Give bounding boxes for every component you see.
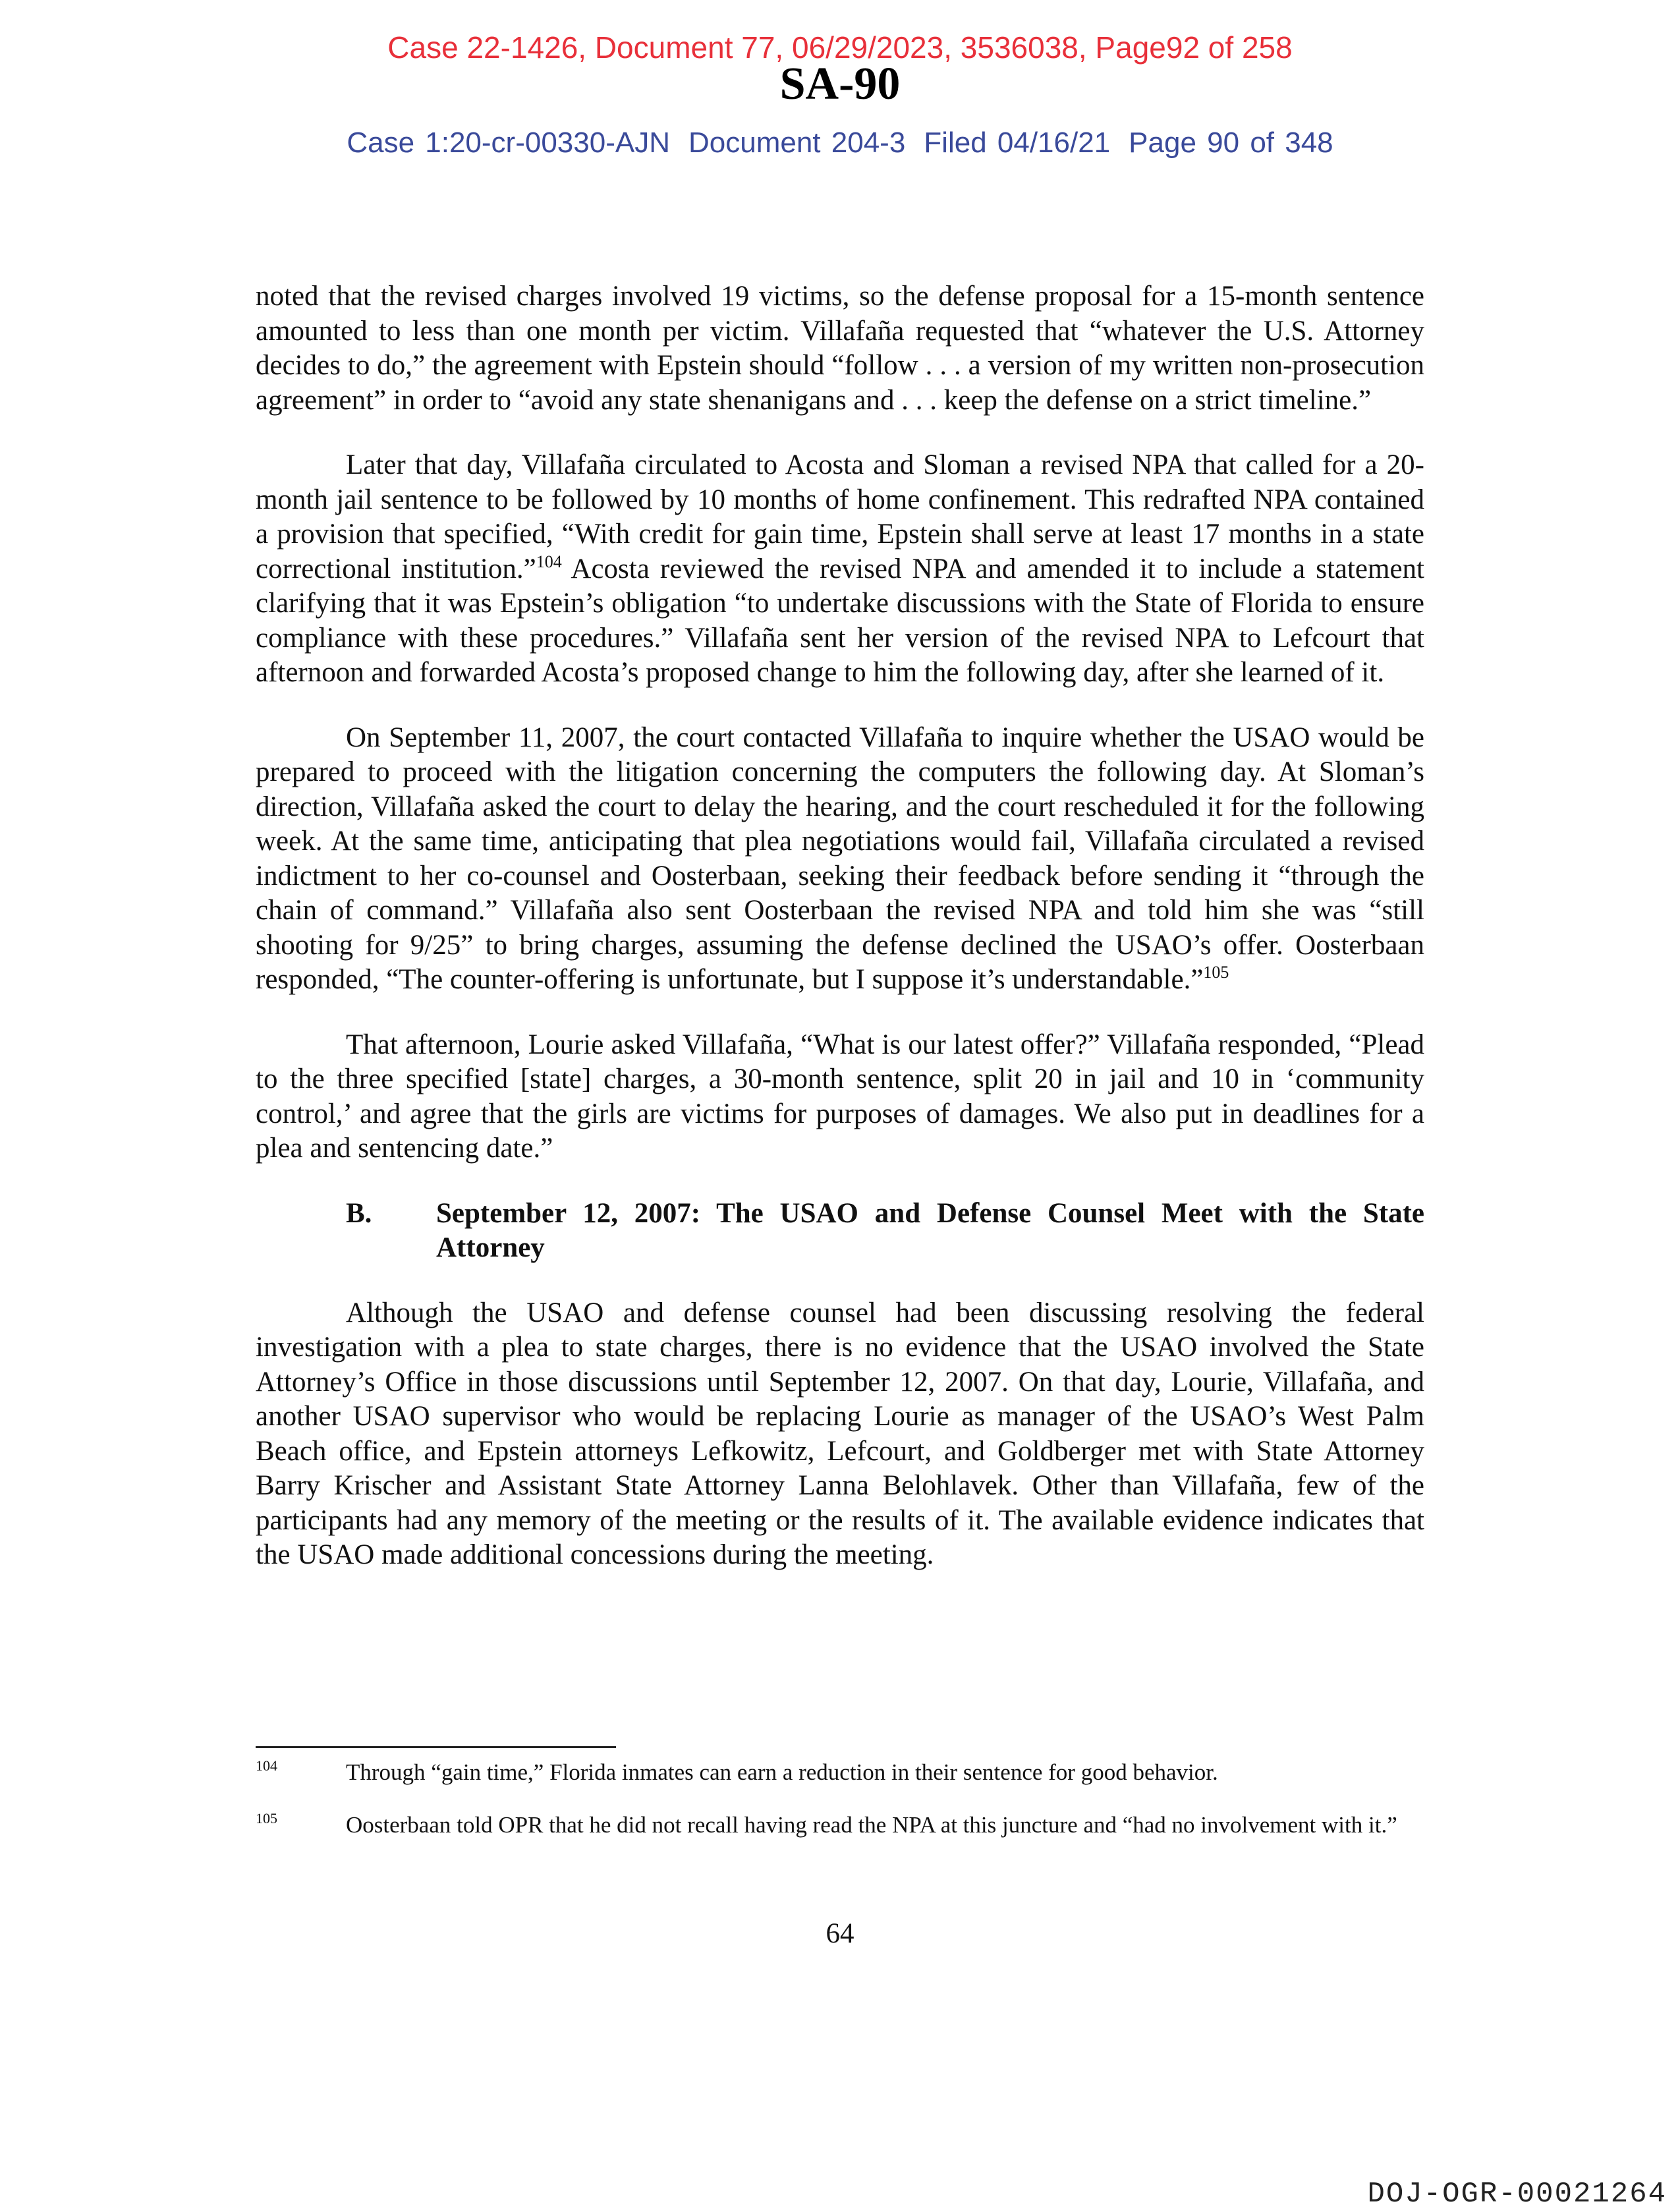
footnote-text: Oosterbaan told OPR that he did not recall having read the NPA at this juncture and “had no involvement with it.” [346, 1812, 1397, 1838]
district-page-count: Page 90 of 348 [1129, 127, 1333, 159]
paragraph-3 [256, 721, 1424, 998]
footnote-ref-104[interactable]: 104 [536, 552, 562, 571]
paragraph-2-text-cont: Acosta reviewed the revised NPA and amended it to include a statement clarifying that it was Epstein’s obligation “to undertake discussions with the State of Florida to ensure compliance with these procedures.” Villafaña sent her version of the revised NPA to Lefcourt that afternoon and forwarded Acosta’s proposed change to him the following day, after she learned of it. [256, 553, 1424, 688]
footnote-text: Through “gain time,” Florida inmates can earn a reduction in their sentence for good behavior. [346, 1759, 1218, 1785]
footnote-104: 104 Through “gain time,” Florida inmates can earn a reduction in their sentence for good behavior. [256, 1757, 1218, 1785]
paragraph-5: Although the USAO and defense counsel had been discussing resolving the federal investigation with a plea to state charges, there is no evidence that the USAO involved the State Attorney’s Office in those discussions until September 12, 2007. On that day, Lourie, Villafaña, and another USAO supervisor who would be replacing Lourie as manager of the USAO’s West Palm Beach office, and Epstein attorneys Lefkowitz, Lefcourt, and Goldberger met with State Attorney Barry Krischer and Assistant State Attorney Lanna Belohlavek. Other than Villafaña, few of the participants had any memory of the meeting or the results of it. The available evidence indicates that the USAO made additional concessions during the meeting. [256, 1297, 1424, 1570]
paragraph-2 [256, 448, 1424, 691]
appendix-page-label: SA-90 [779, 59, 901, 109]
footnotes [256, 1758, 1424, 1863]
body-text [256, 279, 1424, 1603]
page-number: 64 [826, 1918, 854, 1949]
paragraph-2-text: Later that day, Villafaña circulated to Acosta and Sloman a revised NPA that called for a 20-month jail sentence to be followed by 10 months of home confinement. This redrafted NPA contained a provision that specified, “With credit for gain time, Epstein shall serve at least 17 months in a state correctional institution.” [256, 449, 1424, 584]
district-document-number: Document 204-3 [688, 127, 906, 159]
district-case-number: Case 1:20-cr-00330-AJN [347, 127, 670, 159]
paragraph-4: That afternoon, Lourie asked Villafaña, “What is our latest offer?” Villafaña responded, “Plead to the three specified [state] charges, a 30-month sentence, split 20 in jail and 10 in ‘community control,’ and agree that the girls are victims for purposes of damages. We also put in deadlines for a plea and sentencing date.” [256, 1029, 1424, 1164]
section-title: September 12, 2007: The USAO and Defense Counsel Meet with the State Attorney [436, 1197, 1424, 1263]
district-filed-date: Filed 04/16/21 [924, 127, 1111, 159]
appeal-case-stamp: Case 22-1426, Document 77, 06/29/2023, 3536038, Page92 of 258 [387, 30, 1293, 65]
footnote-105: 105 Oosterbaan told OPR that he did not recall having read the NPA at this juncture and “had no involvement with it.” [256, 1810, 1397, 1838]
section-letter: B. [346, 1197, 372, 1229]
district-case-stamp [0, 125, 1680, 161]
section-heading [256, 1197, 1424, 1266]
footnote-ref-105[interactable]: 105 [1203, 963, 1229, 982]
bates-number: DOJ-OGR-00021264 [1367, 2178, 1667, 2211]
paragraph-1: noted that the revised charges involved 19 victims, so the defense proposal for a 15-month sentence amounted to less than one month per victim. Villafaña requested that “whatever the U.S. Attorney decides to do,” the agreement with Epstein should “follow . . . a version of my written non-prosecution agreement” in order to “avoid any state shenanigans and . . . keep the defense on a strict timeline.” [256, 281, 1424, 416]
paragraph-3-text: On September 11, 2007, the court contacted Villafaña to inquire whether the USAO would be prepared to proceed with the litigation concerning the computers the following day. At Sloman’s direction, Villafaña asked the court to delay the hearing, and the court rescheduled it for the following week. At the same time, anticipating that plea negotiations would fail, Villafaña circulated a revised indictment to her co-counsel and Oosterbaan, seeking their feedback before sending it “through the chain of command.” Villafaña also sent Oosterbaan the revised NPA and told him she was “still shooting for 9/25” to bring charges, assuming the defense declined the USAO’s offer. Oosterbaan responded, “The counter-offering is unfortunate, but I suppose it’s understandable.” [256, 722, 1424, 995]
footnote-divider [256, 1746, 616, 1748]
